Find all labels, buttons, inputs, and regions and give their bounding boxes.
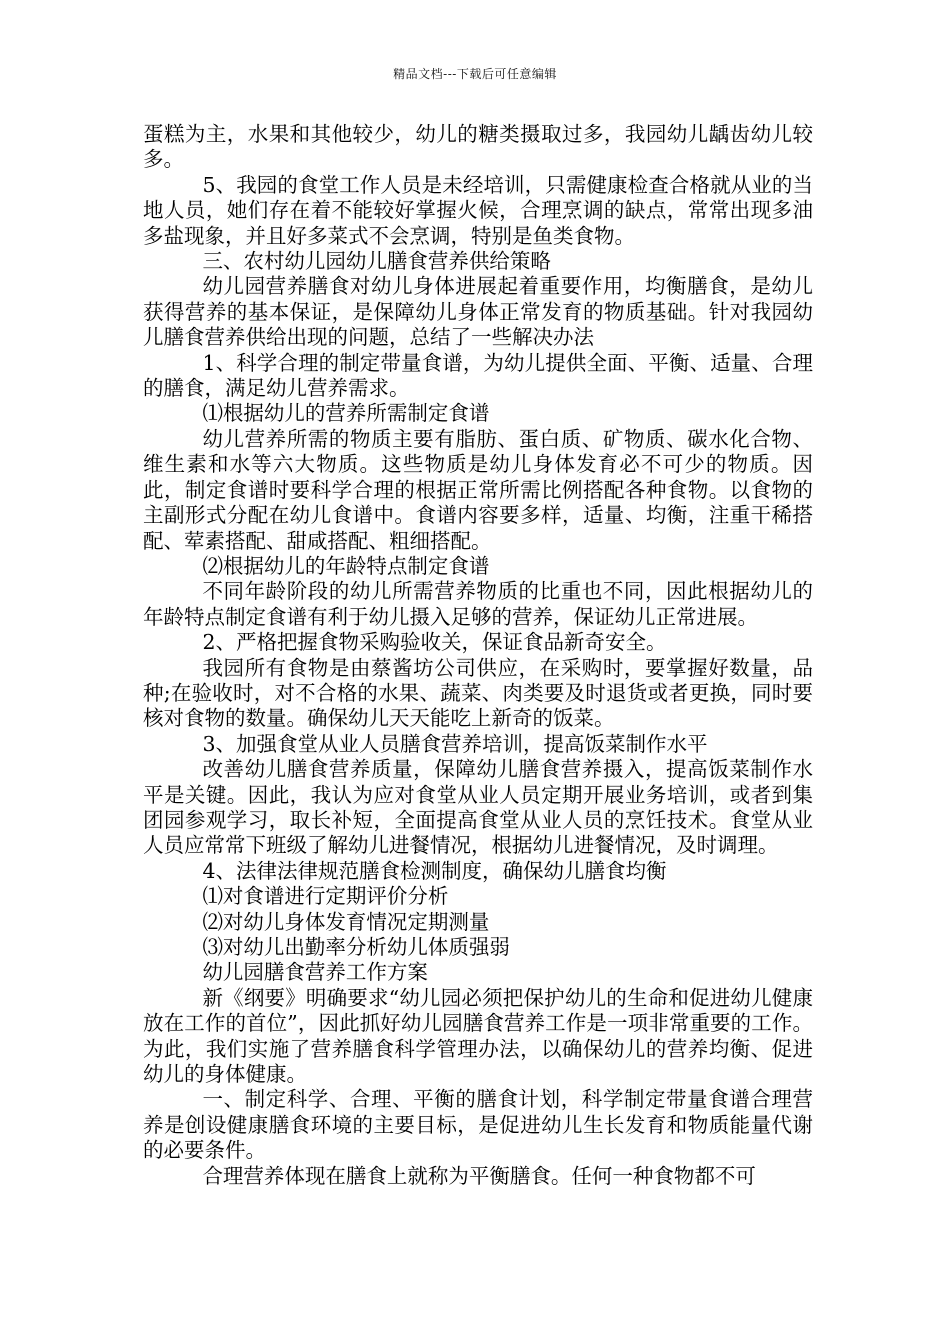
paragraph: 幼儿园营养膳食对幼儿身体进展起着重要作用，均衡膳食，是幼儿获得营养的基本保证，是保障幼儿身体正常发育的物质基础。针对我园幼儿膳食营养供给出现的问题，总结了一些解决办法 [143,274,813,350]
list-item: ⑵对幼儿身体发育情况定期测量 [202,909,490,934]
paragraph: 新《纲要》明确要求“幼儿园必须把保护幼儿的生命和促进幼儿健康放在工作的首位”，因此抓好幼儿园膳食营养工作是一项非常重要的工作。为此，我们实施了营养膳食科学管理办法，以确保幼儿的营养均衡、促进幼儿的身体健康。 [143,985,813,1087]
paragraph: 合理营养体现在膳食上就称为平衡膳食。任何一种食物都不可 [202,1163,756,1188]
sub-heading: ⑴根据幼儿的营养所需制定食谱 [202,401,490,426]
paragraph: 蛋糕为主，水果和其他较少，幼儿的糖类摄取过多，我园幼儿龋齿幼儿较多。 [143,122,813,172]
paragraph: 不同年龄阶段的幼儿所需营养物质的比重也不同，因此根据幼儿的年龄特点制定食谱有利于幼儿摄入足够的营养，保证幼儿正常进展。 [143,579,813,629]
paragraph: 2、严格把握食物采购验收关，保证食品新奇安全。 [202,630,667,655]
paragraph: 幼儿营养所需的物质主要有脂肪、蛋白质、矿物质、碳水化合物、维生素和水等六大物质。这些物质是幼儿身体发育必不可少的物质。因此，制定食谱时要科学合理的根据正常所需比例搭配各种食物。以食物的主副形式分配在幼儿食谱中。食谱内容要多样，适量、均衡，注重干稀搭配、荤素搭配、甜咸搭配、粗细搭配。 [143,426,813,553]
paragraph: 5、我园的食堂工作人员是未经培训，只需健康检查合格就从业的当地人员，她们存在着不能较好掌握火候，合理烹调的缺点，常常出现多油多盐现象，并且好多菜式不会烹调，特别是鱼类食物。 [143,172,813,248]
list-item: ⑶对幼儿出勤率分析幼儿体质强弱 [202,935,510,959]
paragraph: 一、制定科学、合理、平衡的膳食计划，科学制定带量食谱合理营养是创设健康膳食环境的主要目标，是促进幼儿生长发育和物质能量代谢的必要条件。 [143,1087,813,1163]
document-body [143,122,813,1189]
paragraph: 3、加强食堂从业人员膳食营养培训，提高饭菜制作水平 [202,731,708,756]
paragraph: 4、法律法律规范膳食检测制度，确保幼儿膳食均衡 [202,858,667,883]
paragraph: 我园所有食物是由蔡酱坊公司供应，在采购时，要掌握好数量，品种;在验收时，对不合格的水果、蔬菜、肉类要及时退货或者更换，同时要核对食物的数量。确保幼儿天天能吃上新奇的饭菜。 [143,655,813,731]
paragraph: 1、科学合理的制定带量食谱，为幼儿提供全面、平衡、适量、合理的膳食，满足幼儿营养需求。 [143,350,813,401]
section-heading: 三、农村幼儿园幼儿膳食营养供给策略 [202,249,551,274]
section-heading: 幼儿园膳食营养工作方案 [202,960,428,985]
list-item: ⑴对食谱进行定期评价分析 [202,884,449,909]
sub-heading: ⑵根据幼儿的年龄特点制定食谱 [202,553,490,578]
page-header: 精品文档---下载后可任意编辑 [393,67,557,81]
paragraph: 改善幼儿膳食营养质量，保障幼儿膳食营养摄入，提高饭菜制作水平是关键。因此，我认为应对食堂从业人员定期开展业务培训，或者到集团园参观学习，取长补短，全面提高食堂从业人员的烹饪技术。食堂从业人员应常常下班级了解幼儿进餐情况，根据幼儿进餐情况，及时调理。 [143,757,813,858]
